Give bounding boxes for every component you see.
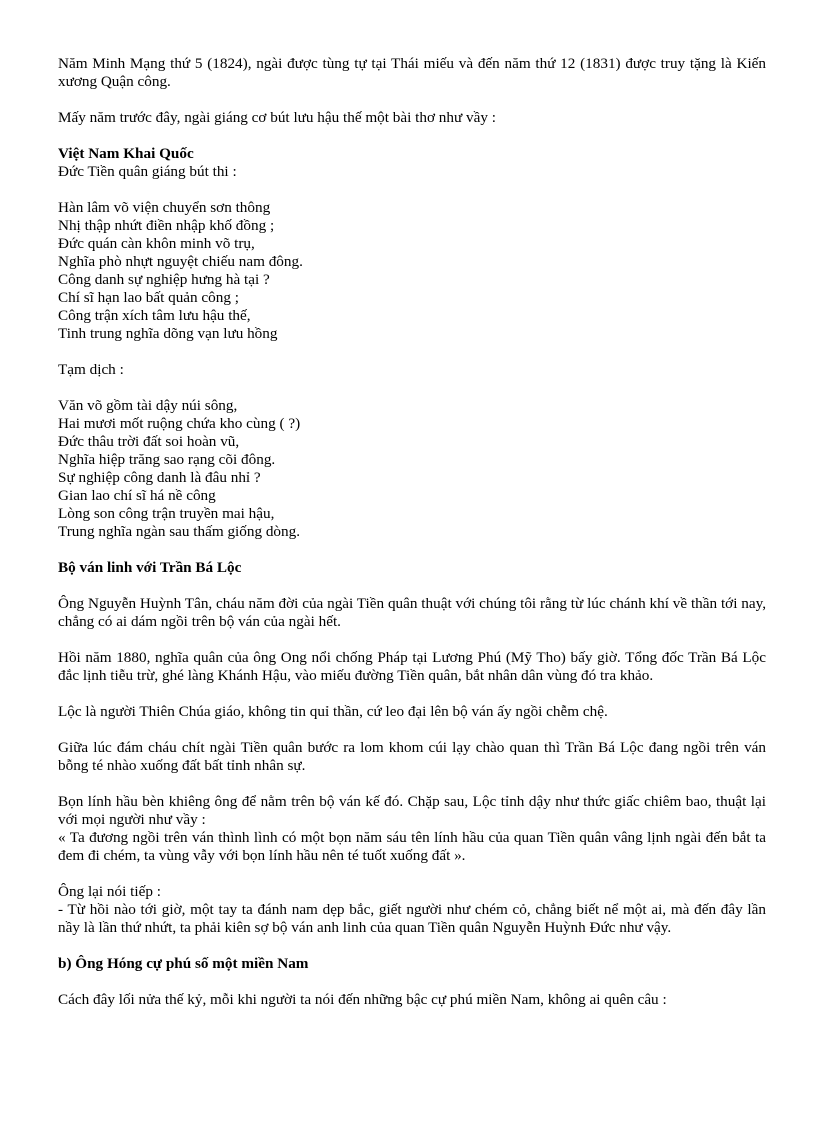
poem-line: Đức quán càn khôn minh võ trụ, xyxy=(58,235,255,252)
section1-quote: « Ta đương ngồi trên ván thình lình có một bọn năm sáu tên lính hầu của quan Tiền quân vâng lịnh ngài đến bắt ta đem đi chém, ta vùng vẫy với bọn lính hầu nên té tuốt xuống đất ». xyxy=(58,829,766,864)
section1-paragraph-5 xyxy=(58,793,766,865)
section1-paragraph-6 xyxy=(58,883,766,937)
section-heading-bo-van-linh: Bộ ván linh với Trần Bá Lộc xyxy=(58,559,242,576)
poem-line: Chí sĩ hạn lao bất quản công ; xyxy=(58,289,239,306)
translation-line: Lòng son công trận truyền mai hậu, xyxy=(58,505,275,522)
translation-line: Hai mươi mốt ruộng chứa kho cùng ( ?) xyxy=(58,415,301,432)
document-page xyxy=(58,55,766,1027)
section1-paragraph-6-text: - Từ hồi nào tới giờ, một tay ta đánh nam dẹp bắc, giết người như chém cỏ, chẳng biết nể một ai, mà đến đây lần nầy là lần thứ nhứt, ta phải kiên sợ bộ ván anh linh của quan Tiền quân Nguyễn Huỳnh Đức như vậy. xyxy=(58,901,766,936)
section1-paragraph-2: Hồi năm 1880, nghĩa quân của ông Ong nổi chống Pháp tại Lương Phú (Mỹ Tho) bấy giờ. Tổng đốc Trần Bá Lộc đắc lịnh tiễu trừ, ghé làng Khánh Hậu, vào miếu đường Tiền quân, bắt nhân dân vùng đó tra khảo. xyxy=(58,649,766,684)
poem-line: Tinh trung nghĩa dõng vạn lưu hồng xyxy=(58,325,278,342)
section-heading-ong-hong: b) Ông Hóng cự phú số một miền Nam xyxy=(58,955,309,972)
poem-title: Việt Nam Khai Quốc xyxy=(58,145,194,162)
section1-paragraph-4: Giữa lúc đám cháu chít ngài Tiền quân bước ra lom khom cúi lạy chào quan thì Trần Bá Lộc đang ngồi trên ván bỗng té nhào xuống đất bất tỉnh nhân sự. xyxy=(58,739,766,774)
translation-line: Gian lao chí sĩ há nề công xyxy=(58,487,216,504)
poem-block xyxy=(58,145,766,559)
poem-line: Công danh sự nghiệp hưng hà tại ? xyxy=(58,271,270,288)
translation-label: Tạm dịch : xyxy=(58,361,124,378)
translation-line: Trung nghĩa ngàn sau thấm giống dòng. xyxy=(58,523,301,540)
poem-line: Hàn lâm võ viện chuyển sơn thông xyxy=(58,199,271,216)
section1-paragraph-6-intro: Ông lại nói tiếp : xyxy=(58,883,161,900)
section1-paragraph-1: Ông Nguyễn Huỳnh Tân, cháu năm đời của ngài Tiền quân thuật với chúng tôi rằng từ lúc chánh khí về thần tới nay, chẳng có ai dám ngồi trên bộ ván của ngài hết. xyxy=(58,595,766,630)
translation-line: Đức thâu trời đất soi hoàn vũ, xyxy=(58,433,240,450)
translation-line: Văn võ gồm tài dậy núi sông, xyxy=(58,397,238,414)
poem-line: Nghĩa phò nhựt nguyệt chiếu nam đông. xyxy=(58,253,303,270)
section1-paragraph-5-text: Bọn lính hầu bèn khiêng ông để nằm trên bộ ván kế đó. Chặp sau, Lộc tỉnh dậy như thức giấc chiêm bao, thuật lại với mọi người như vầy : xyxy=(58,793,766,828)
intro-paragraph-1: Năm Minh Mạng thứ 5 (1824), ngài được tùng tự tại Thái miếu và đến năm thứ 12 (1831) được truy tặng là Kiến xương Quận công. xyxy=(58,55,766,90)
translation-line: Nghĩa hiệp trăng sao rạng cõi đông. xyxy=(58,451,276,468)
poem-line: Nhị thập nhứt điền nhập khố đồng ; xyxy=(58,217,275,234)
translation-line: Sự nghiệp công danh là đâu nhỉ ? xyxy=(58,469,261,486)
poem-line: Công trận xích tâm lưu hậu thế, xyxy=(58,307,251,324)
poem-subtitle: Đức Tiền quân giáng bút thi : xyxy=(58,163,237,180)
intro-paragraph-2: Mấy năm trước đây, ngài giáng cơ bút lưu hậu thế một bài thơ như vầy : xyxy=(58,109,496,126)
section2-paragraph-1: Cách đây lối nửa thế kỷ, mỗi khi người ta nói đến những bậc cự phú miền Nam, không ai quên câu : xyxy=(58,991,667,1008)
section1-paragraph-3: Lộc là người Thiên Chúa giáo, không tin quỉ thần, cứ leo đại lên bộ ván ấy ngồi chễm chệ. xyxy=(58,703,608,720)
